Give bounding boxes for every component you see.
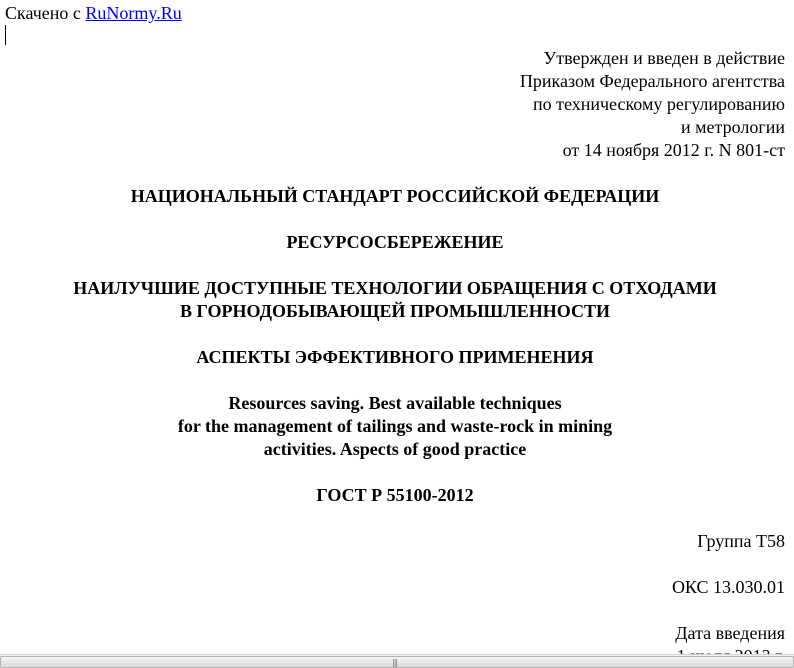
scrollbar-thumb[interactable] <box>0 656 794 668</box>
title-en-line-2: for the management of tailings and waste-rock in mining <box>177 416 613 436</box>
subtitle-ru: АСПЕКТЫ ЭФФЕКТИВНОГО ПРИМЕНЕНИЯ <box>196 347 594 367</box>
category-heading: РЕСУРСОСБЕРЕЖЕНИЕ <box>286 232 504 252</box>
source-prefix: Скачено с <box>5 3 86 23</box>
approval-line-3: по техническому регулированию <box>532 94 785 114</box>
group-label: Группа Т58 <box>697 531 785 551</box>
oks-code: ОКС 13.030.01 <box>671 577 785 597</box>
title-ru-line-2: В ГОРНОДОБЫВАЮЩЕЙ ПРОМЫШЛЕННОСТИ <box>180 301 610 321</box>
runormy-link[interactable]: RuNormy.Ru <box>85 3 182 23</box>
standard-code: ГОСТ Р 55100-2012 <box>316 485 474 505</box>
horizontal-scrollbar[interactable] <box>0 654 794 668</box>
standard-heading: НАЦИОНАЛЬНЫЙ СТАНДАРТ РОССИЙСКОЙ ФЕДЕРАЦИИ <box>130 186 660 206</box>
title-ru-line-1: НАИЛУЧШИЕ ДОСТУПНЫЕ ТЕХНОЛОГИИ ОБРАЩЕНИЯ С ОТХОДАМИ <box>73 278 717 298</box>
approval-line-4: и метрологии <box>681 117 785 137</box>
title-en-line-3: activities. Aspects of good practice <box>263 439 527 459</box>
source-line <box>5 2 182 25</box>
grip-icon: ||| <box>392 658 398 667</box>
approval-line-1: Утвержден и введен в действие <box>543 48 785 68</box>
title-en-line-1: Resources saving. Best available techniques <box>228 393 562 413</box>
intro-date-label: Дата введения <box>675 623 785 643</box>
text-cursor <box>5 25 6 45</box>
approval-line-2: Приказом Федерального агентства <box>519 71 785 91</box>
approval-line-5: от 14 ноября 2012 г. N 801-ст <box>562 140 785 160</box>
